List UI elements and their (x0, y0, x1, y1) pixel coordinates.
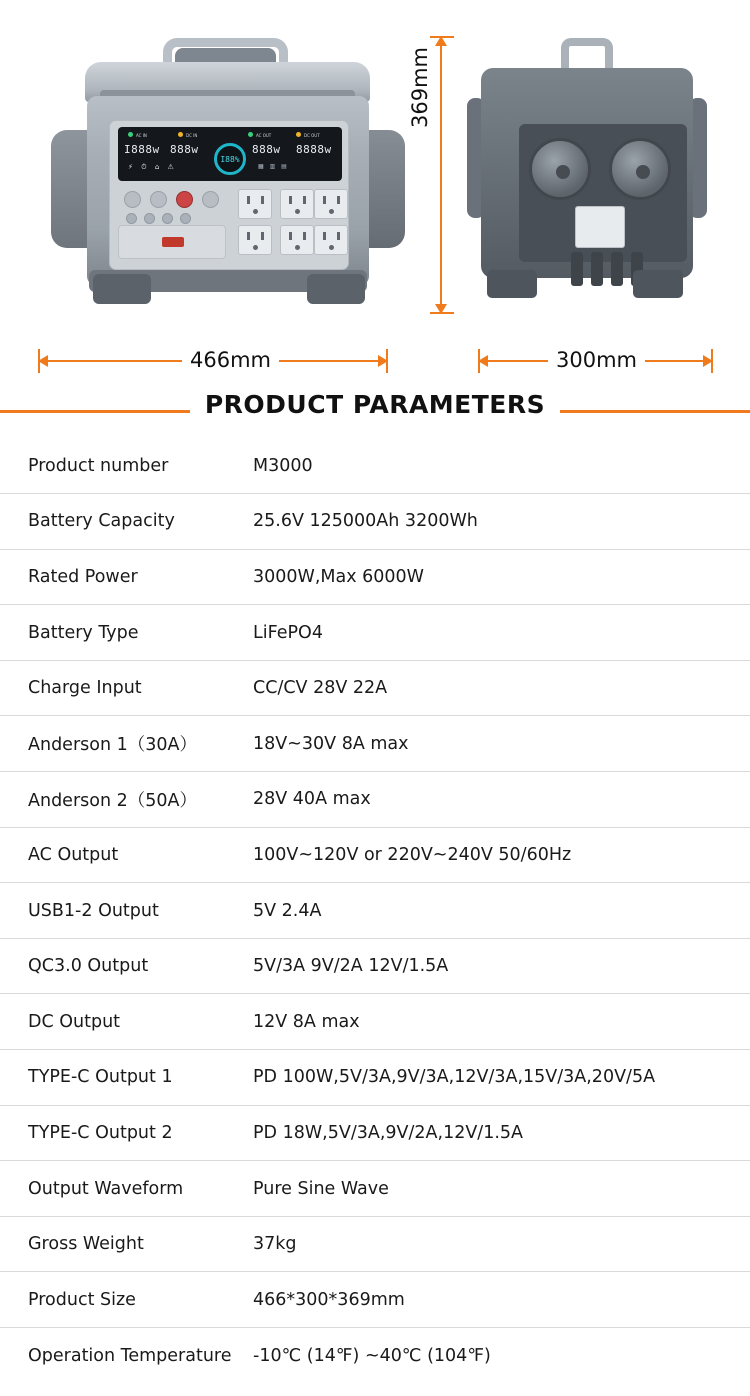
light-button (202, 191, 219, 208)
typec-port-2 (180, 213, 191, 224)
screen-label-dc-in: DC IN (186, 133, 198, 138)
reset-button (162, 237, 184, 247)
table-row (0, 827, 750, 883)
ac-outlet-5 (314, 189, 348, 219)
spec-key: Gross Weight (0, 1216, 253, 1272)
spec-key: Charge Input (0, 660, 253, 716)
table-row (0, 549, 750, 605)
front-width-label: 466mm (182, 348, 279, 372)
usb-port-2 (144, 213, 155, 224)
spec-table-body (0, 438, 750, 1383)
spec-key: Product number (0, 438, 253, 494)
spec-key: Operation Temperature (28, 1345, 232, 1366)
table-row (0, 938, 750, 994)
table-row (0, 883, 750, 939)
spec-value: 28V 40A max (253, 772, 750, 828)
table-row (0, 1328, 750, 1384)
spec-value: LiFePO4 (253, 605, 750, 661)
spec-value: 25.6V 125000Ah 3200Wh (253, 494, 750, 550)
spec-value: PD 18W,5V/3A,9V/2A,12V/1.5A (253, 1105, 750, 1161)
table-row (0, 438, 750, 494)
spec-key: QC3.0 Output (0, 938, 253, 994)
back-foot-left (487, 270, 537, 298)
vent-slot-1 (571, 252, 583, 286)
back-label-plate (575, 206, 625, 248)
battery-level-ring (214, 143, 246, 175)
table-row (0, 605, 750, 661)
screen-value-left-2: 888w (170, 143, 199, 156)
control-panel (109, 120, 349, 270)
spec-key: Anderson 2（50A） (0, 772, 253, 828)
spec-value: 12V 8A max (253, 994, 750, 1050)
spec-value: 5V/3A 9V/2A 12V/1.5A (253, 938, 750, 994)
ac-outlet-3 (238, 225, 272, 255)
usb-port-1 (126, 213, 137, 224)
height-tick-bottom (430, 312, 454, 314)
side-width-tick-left (478, 349, 480, 373)
spec-key: Rated Power (0, 549, 253, 605)
spec-value: CC/CV 28V 22A (253, 660, 750, 716)
spec-key: Battery Capacity (0, 494, 253, 550)
spec-key: TYPE-C Output 1 (0, 1050, 253, 1106)
front-width-tick-left (38, 349, 40, 373)
status-dot-dc-in (178, 132, 183, 137)
product-parameters-table (0, 438, 750, 1383)
table-row (0, 1105, 750, 1161)
table-row (0, 716, 750, 772)
status-dot-ac-in (128, 132, 133, 137)
height-dimension-label: 369mm (408, 47, 432, 128)
spec-key: Battery Type (0, 605, 253, 661)
table-row (0, 1272, 750, 1328)
height-tick-top (430, 36, 454, 38)
screen-status-dots (126, 131, 334, 139)
power-station-front-view (45, 38, 405, 310)
right-side-grip (363, 130, 405, 248)
ac-outlet-4 (280, 225, 314, 255)
spec-value: 37kg (253, 1216, 750, 1272)
table-row (0, 772, 750, 828)
table-row (0, 994, 750, 1050)
cooling-fan-right (609, 138, 671, 200)
table-row (0, 494, 750, 550)
screen-label-dc-out: DC OUT (304, 133, 320, 138)
side-width-label: 300mm (548, 348, 645, 372)
height-dimension-line (440, 36, 442, 314)
spec-value: Pure Sine Wave (253, 1161, 750, 1217)
section-title-band (0, 388, 750, 432)
side-width-tick-right (711, 349, 713, 373)
spec-value: -10℃ (14℉) ~40℃ (104℉) (253, 1345, 491, 1366)
chassis-back (481, 68, 693, 278)
foot-left (93, 274, 151, 304)
vent-slot-3 (611, 252, 623, 286)
screen-status-icons-right: ▦ ▥ ▤ (258, 163, 289, 170)
back-foot-right (633, 270, 683, 298)
spec-value: 100V~120V or 220V~240V 50/60Hz (253, 827, 750, 883)
table-row (0, 1216, 750, 1272)
spec-value: M3000 (253, 438, 750, 494)
table-row (0, 1161, 750, 1217)
table-row (0, 660, 750, 716)
status-dot-dc-out (296, 132, 301, 137)
spec-key: Output Waveform (0, 1161, 253, 1217)
dc-button (150, 191, 167, 208)
product-image-area (0, 0, 750, 382)
table-row (0, 1050, 750, 1106)
screen-value-right-1: 888w (252, 143, 281, 156)
spec-value: 18V~30V 8A max (253, 716, 750, 772)
screen-label-ac-out: AC OUT (256, 133, 272, 138)
spec-key: USB1-2 Output (0, 883, 253, 939)
spec-key: AC Output (0, 827, 253, 883)
spec-key: TYPE-C Output 2 (0, 1105, 253, 1161)
screen-status-icons-left: ⚡ ⏱ ⌂ ⚠ (128, 163, 177, 171)
spec-value: PD 100W,5V/3A,9V/3A,12V/3A,15V/3A,20V/5A (253, 1050, 750, 1106)
ac-outlet-1 (238, 189, 272, 219)
screen-value-right-2: 8888w (296, 143, 332, 156)
spec-key: DC Output (0, 994, 253, 1050)
spec-key: Product Size (0, 1272, 253, 1328)
cooling-fan-left (529, 138, 591, 200)
screen-value-left-1: I888w (124, 143, 160, 156)
typec-port-1 (162, 213, 173, 224)
back-recess (519, 124, 687, 262)
spec-key: Anderson 1（30A） (0, 716, 253, 772)
spec-value: 466*300*369mm (253, 1272, 750, 1328)
page-title: PRODUCT PARAMETERS (204, 390, 546, 419)
screen-label-ac-in: AC IN (136, 133, 147, 138)
power-station-back-view (465, 38, 710, 310)
status-dot-ac-out (248, 132, 253, 137)
ac-button (176, 191, 193, 208)
ac-outlet-2 (280, 189, 314, 219)
vent-slot-2 (591, 252, 603, 286)
battery-percent-value: I88% (220, 155, 240, 164)
spec-value: 5V 2.4A (253, 883, 750, 939)
spec-value: 3000W,Max 6000W (253, 549, 750, 605)
power-button (124, 191, 141, 208)
ac-outlet-6 (314, 225, 348, 255)
foot-right (307, 274, 365, 304)
front-width-tick-right (386, 349, 388, 373)
lcd-screen (118, 127, 342, 181)
